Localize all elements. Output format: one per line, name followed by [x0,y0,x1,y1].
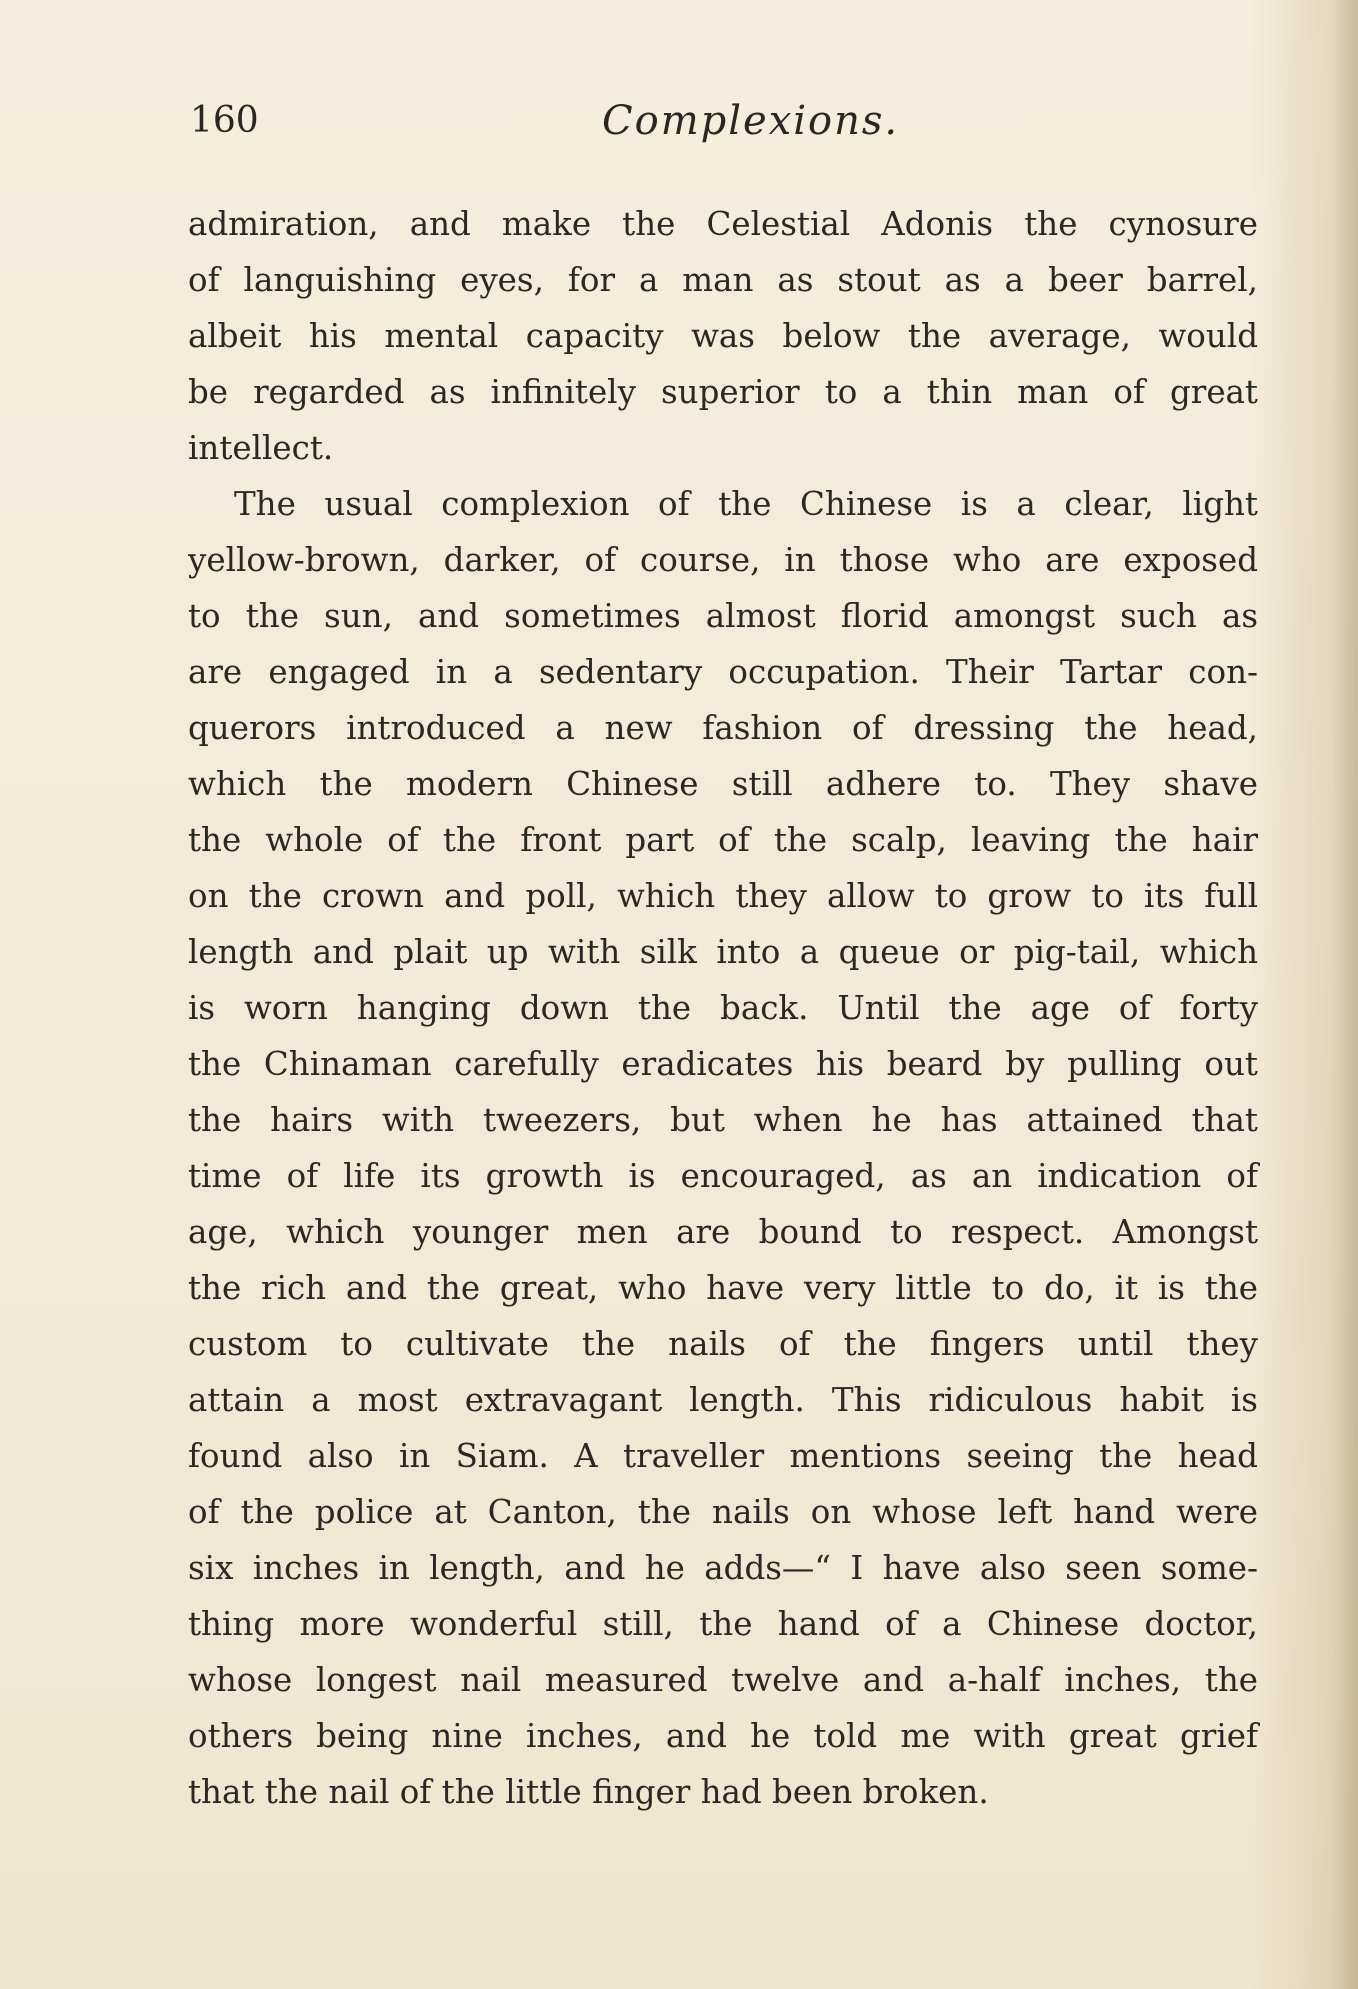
text-line: custom to cultivate the nails of the fingers until they [188,1325,1258,1363]
running-title: Complexions. [602,98,900,144]
text-line: querors introduced a new fashion of dressing the head, [188,709,1258,747]
text-line: attain a most extravagant length. This ridiculous habit is [188,1381,1258,1419]
text-line: age, which younger men are bound to respect. Amongst [188,1213,1258,1251]
text-line: whose longest nail measured twelve and a-half inches, the [188,1661,1258,1699]
text-line: be regarded as infinitely superior to a thin man of great [188,373,1258,411]
text-line: are engaged in a sedentary occupation. Their Tartar con- [188,653,1258,691]
text-line: admiration, and make the Celestial Adonis the cynosure [188,205,1258,243]
text-line: that the nail of the little finger had been broken. [188,1773,989,1811]
text-line: length and plait up with silk into a queue or pig-tail, which [188,933,1258,971]
text-line: of the police at Canton, the nails on whose left hand were [188,1493,1258,1531]
text-line: found also in Siam. A traveller mentions seeing the head [188,1437,1258,1475]
body-text [188,196,1258,1820]
text-line: the whole of the front part of the scalp, leaving the hair [188,821,1258,859]
paragraph-2 [188,476,1258,1820]
text-line: six inches in length, and he adds—“ I have also seen some- [188,1549,1258,1587]
text-line: the hairs with tweezers, but when he has attained that [188,1101,1258,1139]
text-line: others being nine inches, and he told me with great grief [188,1717,1258,1755]
text-line: thing more wonderful still, the hand of a Chinese doctor, [188,1605,1258,1643]
text-line: on the crown and poll, which they allow to grow to its full [188,877,1258,915]
text-line: time of life its growth is encouraged, as an indication of [188,1157,1258,1195]
text-line: is worn hanging down the back. Until the age of forty [188,989,1258,1027]
text-line: yellow-brown, darker, of course, in those who are exposed [188,541,1258,579]
text-line: The usual complexion of the Chinese is a clear, light [234,485,1258,523]
page-number: 160 [190,100,259,141]
text-line: the Chinaman carefully eradicates his beard by pulling out [188,1045,1258,1083]
text-line: which the modern Chinese still adhere to. They shave [188,765,1258,803]
text-line: to the sun, and sometimes almost florid amongst such as [188,597,1258,635]
page-header [190,100,1270,170]
text-line: of languishing eyes, for a man as stout as a beer barrel, [188,261,1258,299]
text-line: albeit his mental capacity was below the average, would [188,317,1258,355]
paragraph-1 [188,196,1258,476]
text-line: intellect. [188,429,334,467]
text-line: the rich and the great, who have very little to do, it is the [188,1269,1258,1307]
